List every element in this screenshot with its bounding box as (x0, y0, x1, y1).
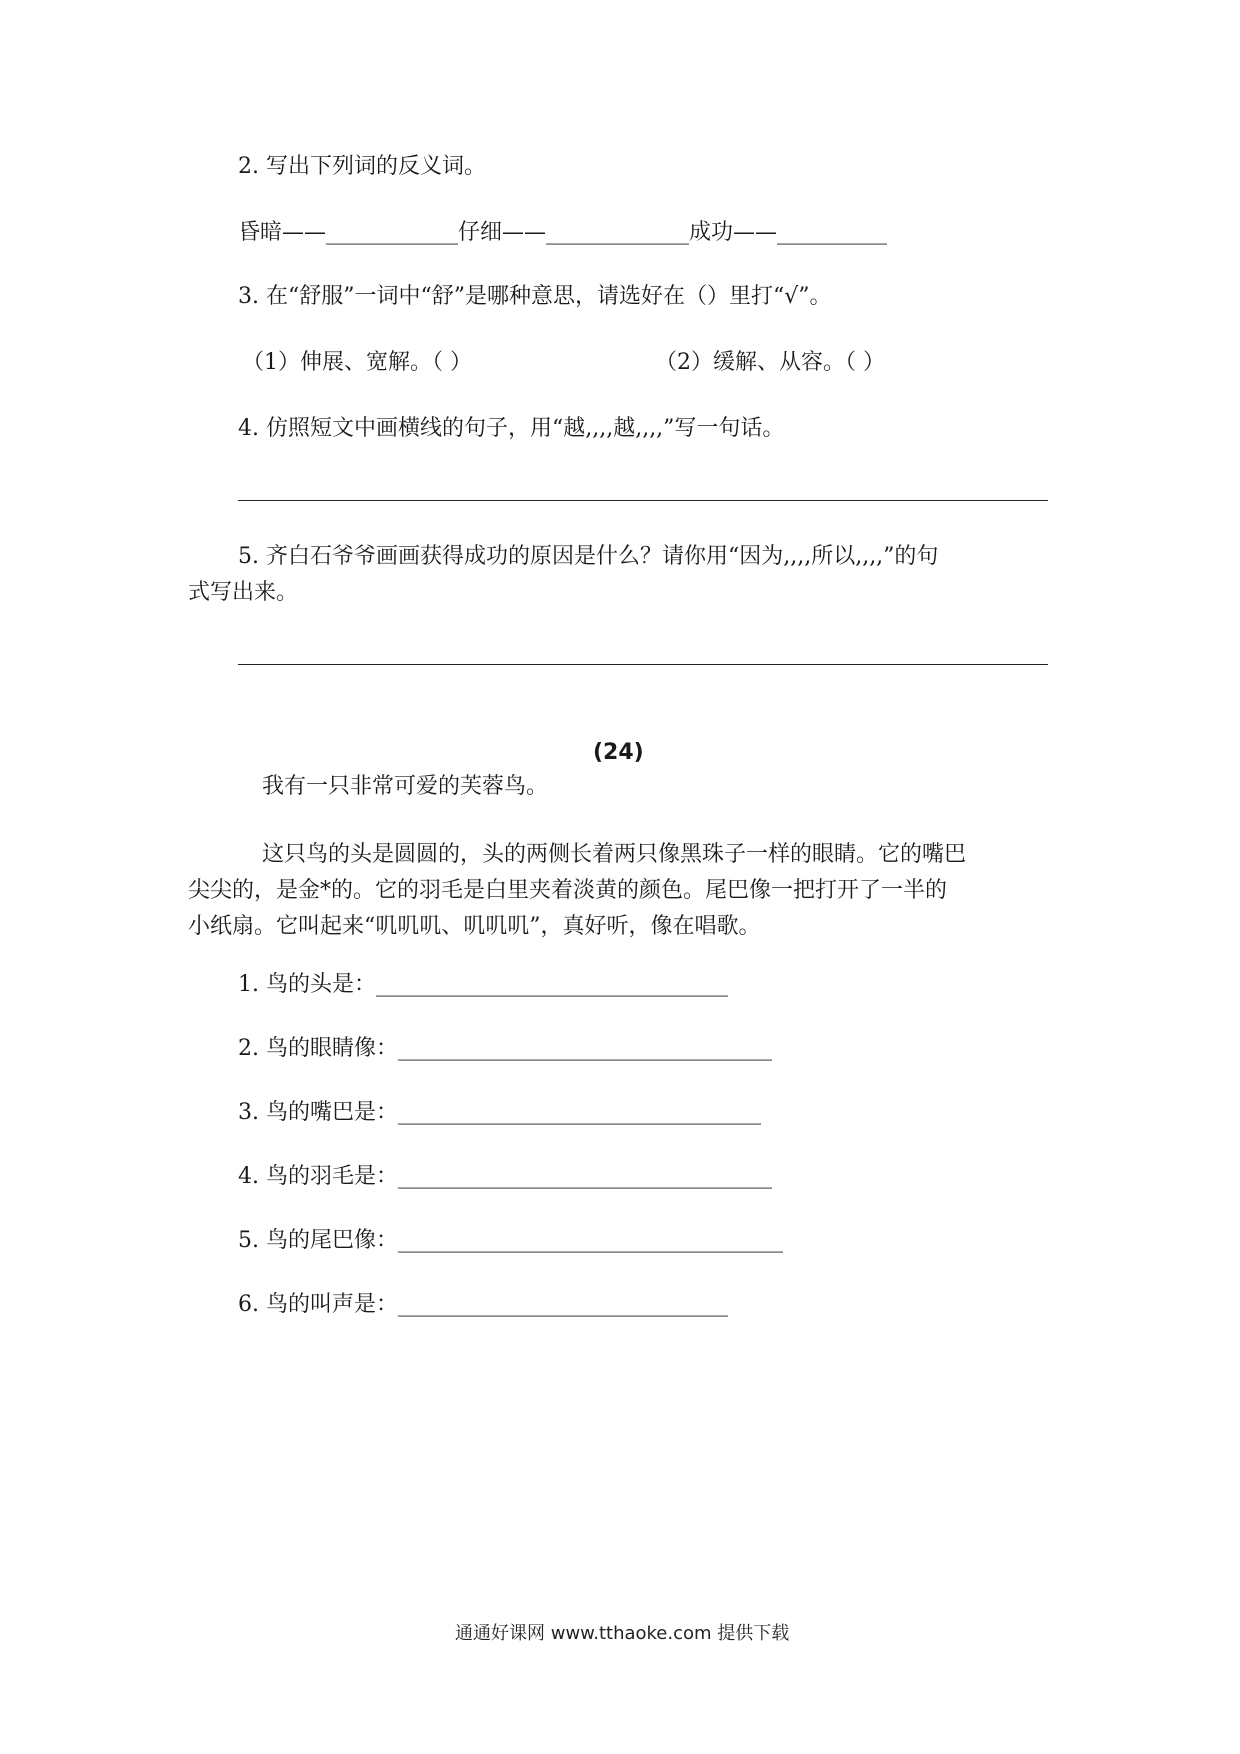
bird-question-4: 4. 鸟的羽毛是：__________________________________ (238, 1164, 772, 1189)
question-2-prompt: 2. 写出下列词的反义词。 (238, 154, 486, 179)
bird-question-2: 2. 鸟的眼睛像：__________________________________ (238, 1036, 772, 1061)
question-5-prompt-line-1: 5. 齐白石爷爷画画获得成功的原因是什么？请你用“因为,,,,所以,,,,”的句 (238, 544, 939, 569)
question-3-prompt: 3. 在“舒服”一词中“舒”是哪种意思，请选好在（）里打“√”。 (238, 284, 832, 309)
question-5-prompt-line-2: 式写出来。 (188, 580, 299, 605)
passage-line-2: 尖尖的，是金*的。它的羽毛是白里夹着淡黄的颜色。尾巴像一把打开了一半的 (188, 878, 948, 903)
question-4-prompt: 4. 仿照短文中画横线的句子，用“越,,,,越,,,,”写一句话。 (238, 416, 785, 441)
question-5-answer-line (238, 664, 1048, 665)
bird-question-6: 6. 鸟的叫声是：______________________________ (238, 1292, 728, 1317)
question-4-answer-line (238, 500, 1048, 501)
passage-intro: 我有一只非常可爱的芙蓉鸟。 (262, 774, 549, 799)
bird-question-5: 5. 鸟的尾巴像：___________________________________ (238, 1228, 783, 1253)
question-2-antonym-pairs: 昏暗——____________仔细——_____________成功——__________ (238, 220, 888, 245)
passage-line-1: 这只鸟的头是圆圆的，头的两侧长着两只像黑珠子一样的眼睛。它的嘴巴 (262, 842, 967, 867)
bird-question-1: 1. 鸟的头是：________________________________ (238, 972, 728, 997)
question-3-option-2: （2）缓解、从容。（ ） (655, 350, 885, 375)
passage-line-3: 小纸扇。它叫起来“叽叽叽、叽叽叽”，真好听，像在唱歌。 (188, 914, 761, 939)
question-3-option-1: （1）伸展、宽解。（ ） (242, 350, 472, 375)
bird-question-3: 3. 鸟的嘴巴是：_________________________________ (238, 1100, 761, 1125)
section-heading: (24) (593, 740, 644, 765)
page-footer: 通通好课网 www.tthaoke.com 提供下载 (455, 1623, 790, 1644)
